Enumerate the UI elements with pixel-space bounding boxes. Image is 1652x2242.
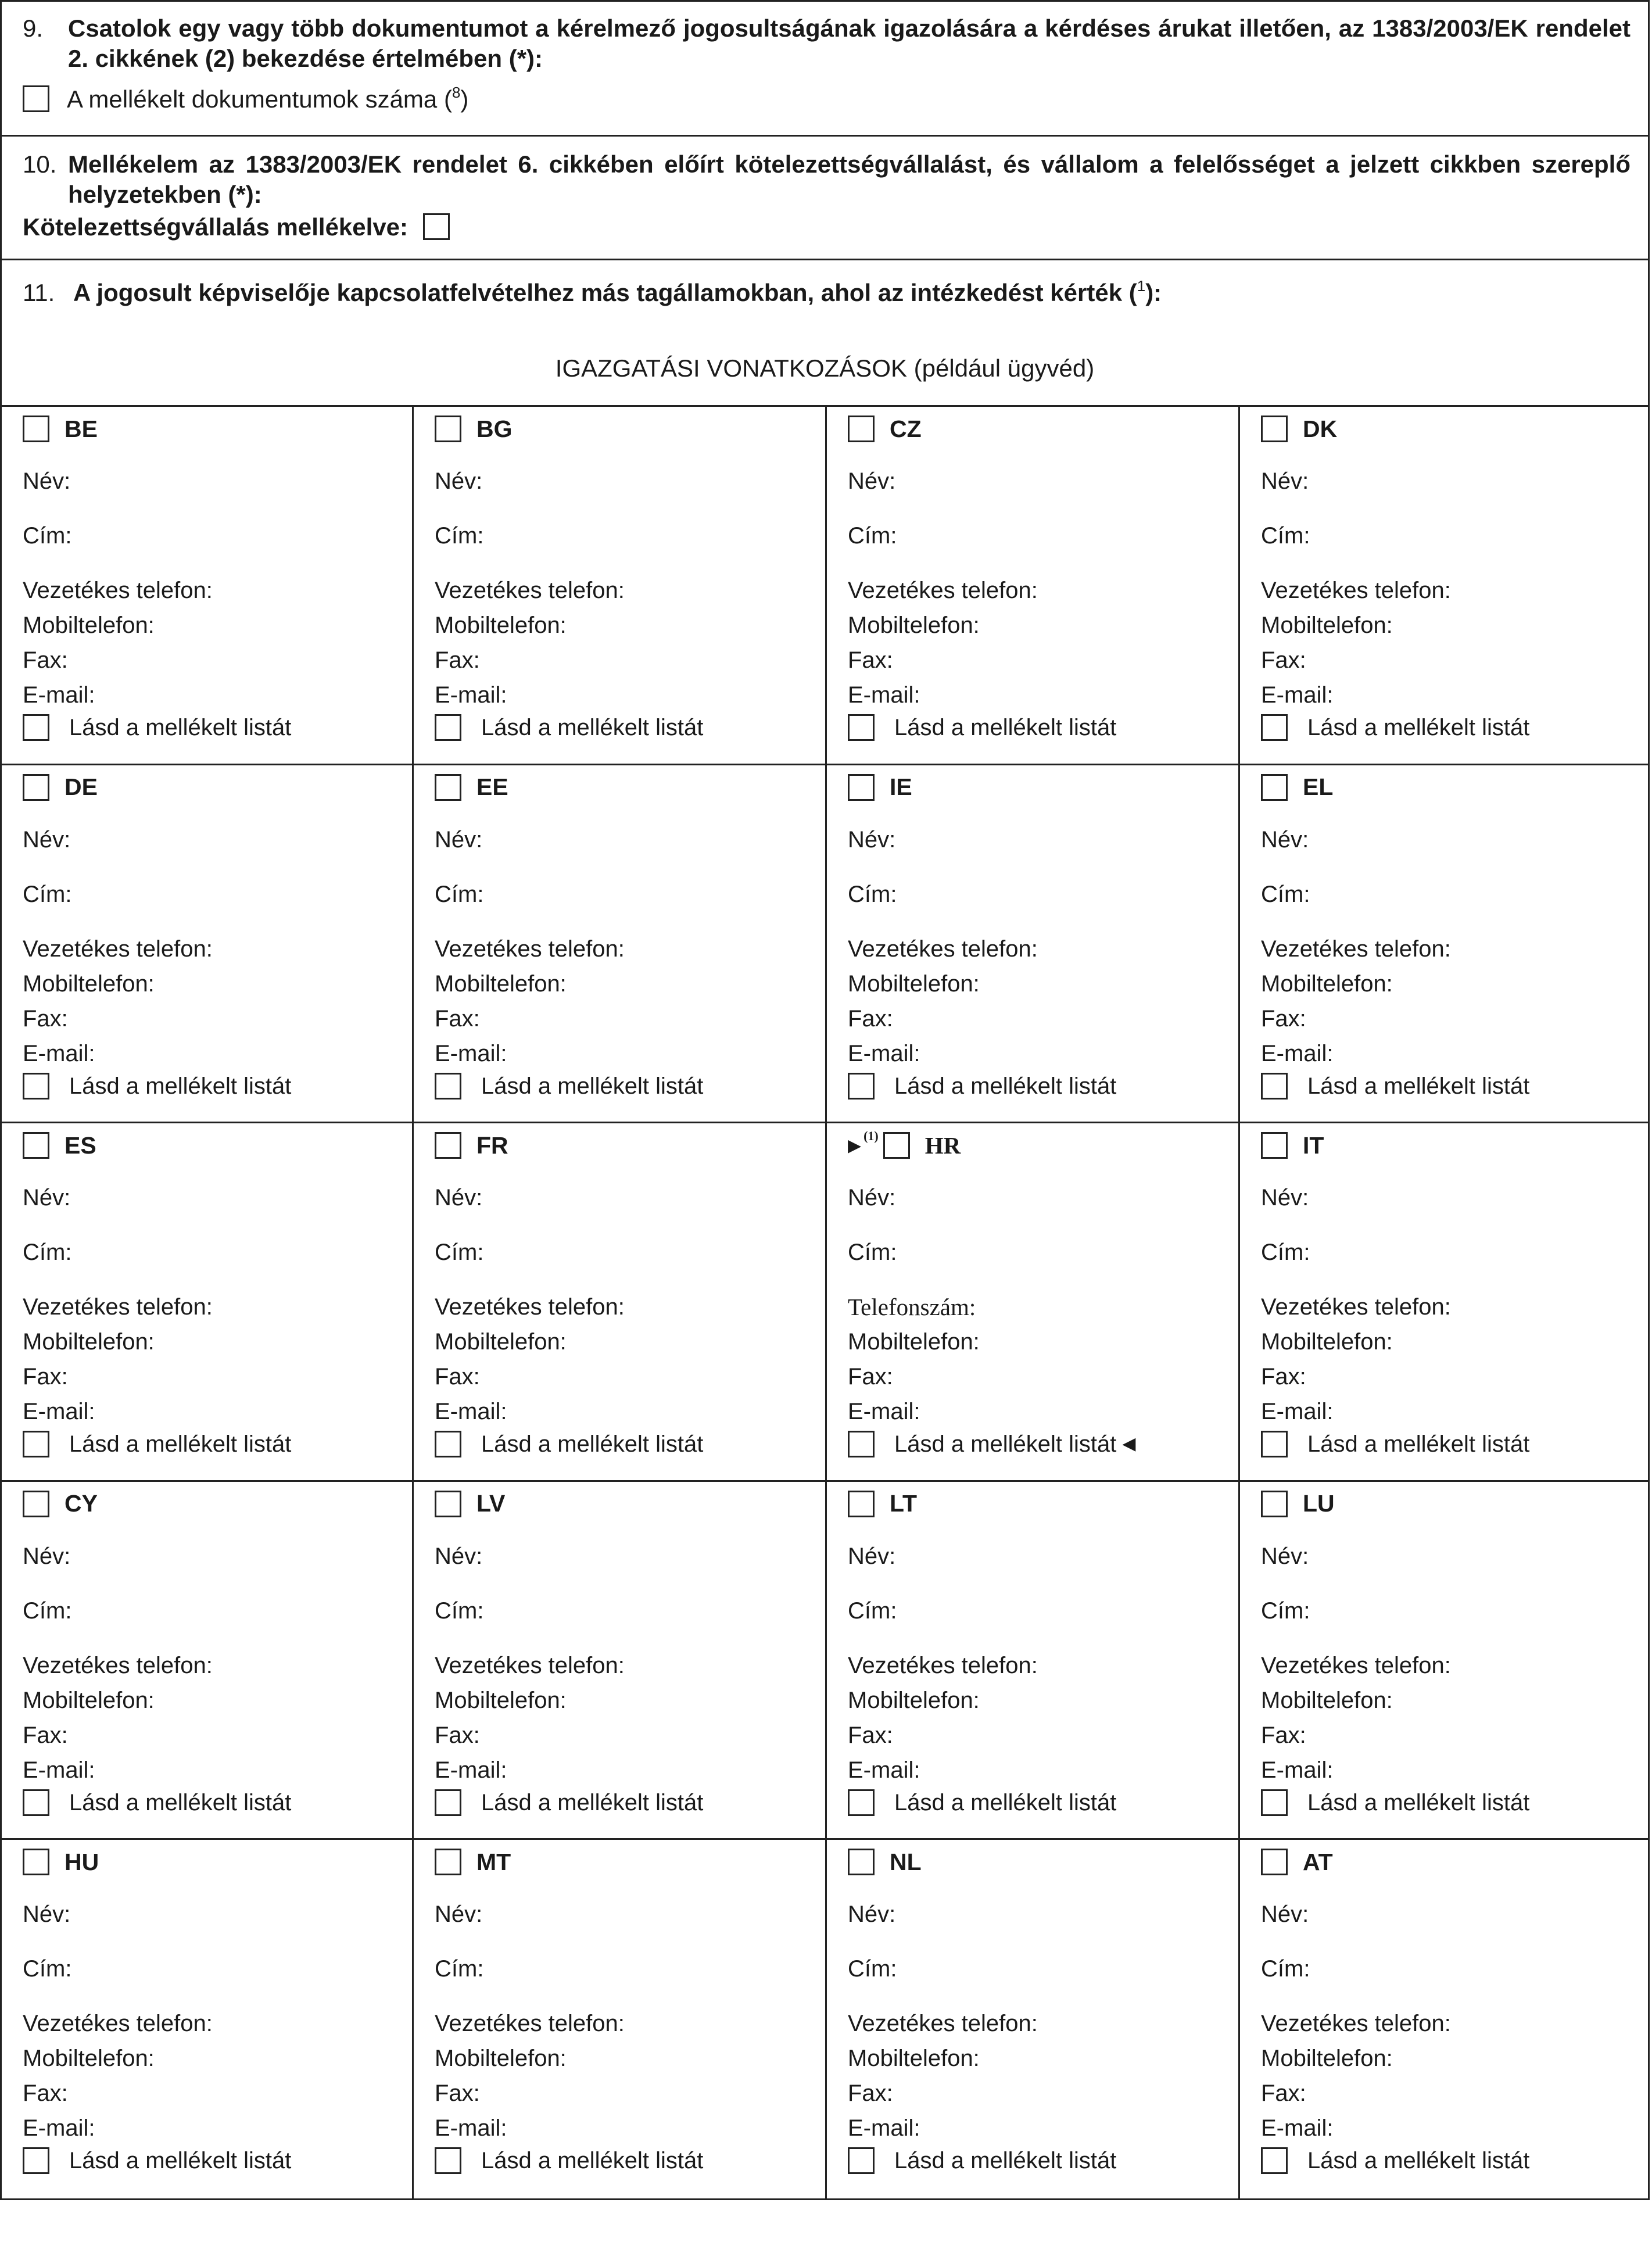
see-list-label: Lásd a mellékelt listát	[481, 1073, 704, 1099]
landline-label: Vezetékes telefon:	[1261, 1652, 1451, 1678]
see-list-checkbox[interactable]	[848, 1431, 875, 1457]
subheading: IGAZGATÁSI VONATKOZÁSOK (például ügyvéd)	[555, 354, 1095, 382]
see-list-checkbox[interactable]	[848, 1073, 875, 1099]
see-list-label: Lásd a mellékelt listát	[481, 2148, 704, 2174]
country-cell	[1240, 1123, 1648, 1482]
see-list-line	[23, 1430, 291, 1458]
email-label: E-mail:	[23, 682, 95, 708]
country-header	[435, 414, 513, 444]
country-checkbox[interactable]	[1261, 416, 1288, 442]
see-list-checkbox[interactable]	[1261, 1431, 1288, 1457]
marker-note: (1)	[863, 1129, 879, 1144]
address-label: Cím:	[1261, 1956, 1310, 1982]
mobile-label: Mobiltelefon:	[435, 613, 567, 638]
mobile-label: Mobiltelefon:	[23, 1687, 155, 1713]
name-label: Név:	[23, 826, 71, 853]
fax-label: Fax:	[435, 647, 480, 673]
address-label: Cím:	[23, 1956, 72, 1982]
country-header	[1261, 1847, 1333, 1877]
name-label: Név:	[23, 468, 71, 494]
country-header	[23, 1489, 98, 1519]
country-code: LV	[476, 1490, 506, 1517]
section-11-heading-row	[23, 278, 1162, 308]
mobile-label: Mobiltelefon:	[23, 970, 155, 997]
address-label: Cím:	[1261, 1598, 1310, 1624]
country-header	[1261, 414, 1337, 444]
country-checkbox[interactable]	[848, 1849, 875, 1875]
section-11	[2, 260, 1648, 407]
heading-end: ):	[1145, 279, 1162, 306]
see-list-line	[435, 1430, 703, 1458]
see-list-checkbox[interactable]	[1261, 1073, 1288, 1099]
landline-label: Vezetékes telefon:	[848, 578, 1038, 603]
see-list-line	[435, 1789, 703, 1817]
name-label: Név:	[1261, 1185, 1309, 1211]
country-cell	[2, 407, 414, 765]
country-header	[848, 772, 912, 803]
fax-label: Fax:	[848, 2080, 893, 2107]
country-code: NL	[890, 1848, 922, 1875]
country-cell	[2, 765, 414, 1124]
country-checkbox[interactable]	[1261, 1132, 1288, 1159]
country-checkbox[interactable]	[1261, 1849, 1288, 1875]
section-number: 10.	[23, 151, 57, 178]
address-label: Cím:	[848, 881, 897, 907]
mobile-label: Mobiltelefon:	[435, 1329, 567, 1355]
see-list-line	[1261, 2147, 1529, 2175]
country-code: BG	[476, 415, 513, 442]
country-header	[848, 1130, 961, 1161]
see-list-label: Lásd a mellékelt listát	[894, 715, 1117, 740]
see-list-line	[848, 1430, 1135, 1458]
name-label: Név:	[23, 1185, 71, 1211]
email-label: E-mail:	[435, 2115, 507, 2141]
footnote-ref: 8	[451, 84, 461, 101]
section-heading: A jogosult képviselője kapcsolatfelvételhez más tagállamokban, ahol az intézkedést kérték (	[73, 279, 1137, 306]
country-header	[23, 1847, 99, 1877]
country-code: IT	[1303, 1131, 1324, 1159]
address-label: Cím:	[23, 881, 72, 907]
country-code: FR	[476, 1131, 508, 1159]
fax-label: Fax:	[23, 1364, 68, 1390]
name-label: Név:	[435, 468, 483, 494]
see-list-checkbox[interactable]	[1261, 1789, 1288, 1816]
label-end: )	[460, 85, 469, 113]
country-checkbox[interactable]	[435, 774, 461, 801]
section-10	[2, 137, 1648, 260]
mobile-label: Mobiltelefon:	[1261, 970, 1393, 997]
address-label: Cím:	[848, 523, 897, 549]
see-list-label: Lásd a mellékelt listát	[894, 2148, 1117, 2174]
landline-label: Vezetékes telefon:	[1261, 2011, 1451, 2037]
see-list-line	[1261, 1072, 1529, 1100]
mobile-label: Mobiltelefon:	[23, 613, 155, 638]
see-list-checkbox[interactable]	[435, 714, 461, 741]
fax-label: Fax:	[1261, 1722, 1306, 1748]
address-label: Cím:	[848, 1240, 897, 1266]
fax-label: Fax:	[435, 1364, 480, 1390]
landline-label: Vezetékes telefon:	[1261, 578, 1451, 603]
country-cell	[2, 1482, 414, 1840]
country-code: LT	[890, 1490, 918, 1517]
country-header	[23, 1130, 96, 1161]
address-label: Cím:	[23, 523, 72, 549]
country-checkbox[interactable]	[848, 1491, 875, 1517]
country-code: DE	[64, 773, 98, 801]
see-list-checkbox[interactable]	[435, 1789, 461, 1816]
country-code: HR	[924, 1132, 961, 1159]
email-label: E-mail:	[848, 1757, 920, 1783]
country-checkbox[interactable]	[23, 1132, 49, 1159]
country-cell	[827, 1482, 1240, 1840]
see-list-label: Lásd a mellékelt listát	[69, 1789, 292, 1815]
address-label: Cím:	[848, 1956, 897, 1982]
insert-marker-end: ◀	[1122, 1434, 1136, 1454]
name-label: Név:	[848, 1543, 896, 1569]
fax-label: Fax:	[1261, 1005, 1306, 1032]
mobile-label: Mobiltelefon:	[435, 1687, 567, 1713]
address-label: Cím:	[23, 1598, 72, 1624]
landline-label: Vezetékes telefon:	[435, 2011, 625, 2037]
see-list-line	[23, 1072, 291, 1100]
country-cell	[414, 765, 827, 1124]
mobile-label: Mobiltelefon:	[848, 970, 980, 997]
name-label: Név:	[23, 1543, 71, 1569]
email-label: E-mail:	[435, 682, 507, 708]
landline-label: Vezetékes telefon:	[1261, 1294, 1451, 1320]
name-label: Név:	[1261, 1901, 1309, 1928]
country-code: LU	[1303, 1490, 1335, 1517]
address-label: Cím:	[435, 1598, 484, 1624]
country-code: MT	[476, 1848, 511, 1875]
see-list-label: Lásd a mellékelt listát	[69, 2148, 292, 2174]
insert-marker-start: ▶	[848, 1136, 862, 1155]
country-cell	[827, 765, 1240, 1124]
landline-label: Vezetékes telefon:	[1261, 936, 1451, 962]
country-header	[23, 414, 98, 444]
country-code: CY	[64, 1490, 98, 1517]
country-checkbox[interactable]	[1261, 1491, 1288, 1517]
country-checkbox[interactable]	[23, 1849, 49, 1875]
country-header	[1261, 1489, 1335, 1519]
mobile-label: Mobiltelefon:	[23, 1329, 155, 1355]
name-label: Név:	[1261, 468, 1309, 494]
documents-attached-checkbox[interactable]	[23, 85, 49, 112]
see-list-checkbox[interactable]	[23, 1073, 49, 1099]
member-state-grid	[2, 407, 1648, 2198]
country-checkbox[interactable]	[23, 416, 49, 442]
see-list-label: Lásd a mellékelt listát	[894, 1431, 1117, 1457]
see-list-line	[435, 714, 703, 742]
undertaking-line	[23, 212, 467, 242]
undertaking-label: Kötelezettségvállalás mellékelve:	[23, 213, 408, 241]
email-label: E-mail:	[848, 2115, 920, 2141]
name-label: Név:	[435, 1185, 483, 1211]
country-cell	[414, 1482, 827, 1840]
country-cell	[414, 1840, 827, 2198]
landline-label: Vezetékes telefon:	[435, 936, 625, 962]
documents-count-label: A mellékelt dokumentumok száma (	[67, 85, 452, 113]
address-label: Cím:	[1261, 881, 1310, 907]
see-list-label: Lásd a mellékelt listát	[894, 1789, 1117, 1815]
see-list-checkbox[interactable]	[23, 714, 49, 741]
fax-label: Fax:	[1261, 1364, 1306, 1390]
country-checkbox[interactable]	[435, 416, 461, 442]
landline-label: Vezetékes telefon:	[435, 578, 625, 603]
email-label: E-mail:	[1261, 1757, 1334, 1783]
section-9	[2, 2, 1648, 137]
name-label: Név:	[848, 1901, 896, 1928]
address-label: Cím:	[435, 523, 484, 549]
country-cell	[827, 1840, 1240, 2198]
country-header	[23, 772, 98, 803]
country-header	[435, 1130, 508, 1161]
see-list-line	[848, 1072, 1116, 1100]
name-label: Név:	[23, 1901, 71, 1928]
country-code: DK	[1303, 415, 1338, 442]
country-header	[848, 1489, 917, 1519]
see-list-line	[23, 714, 291, 742]
see-list-checkbox[interactable]	[23, 1789, 49, 1816]
name-label: Név:	[1261, 826, 1309, 853]
country-checkbox[interactable]	[848, 416, 875, 442]
section-number: 11.	[23, 279, 55, 306]
section-number: 9.	[23, 15, 44, 42]
see-list-checkbox[interactable]	[1261, 2147, 1288, 2174]
email-label: E-mail:	[848, 1040, 920, 1066]
see-list-line	[1261, 714, 1529, 742]
see-list-label: Lásd a mellékelt listát	[69, 715, 292, 740]
see-list-line	[848, 714, 1116, 742]
email-label: E-mail:	[23, 1040, 95, 1066]
email-label: E-mail:	[1261, 1040, 1334, 1066]
see-list-label: Lásd a mellékelt listát	[1307, 715, 1530, 740]
see-list-label: Lásd a mellékelt listát	[1307, 1789, 1530, 1815]
see-list-line	[23, 1789, 291, 1817]
landline-label: Vezetékes telefon:	[23, 578, 213, 603]
see-list-line	[1261, 1789, 1529, 1817]
see-list-label: Lásd a mellékelt listát	[481, 1431, 704, 1457]
email-label: E-mail:	[435, 1757, 507, 1783]
country-code: EL	[1303, 773, 1334, 801]
fax-label: Fax:	[848, 1364, 893, 1390]
landline-label: Vezetékes telefon:	[23, 1294, 213, 1320]
email-label: E-mail:	[1261, 682, 1334, 708]
see-list-label: Lásd a mellékelt listát	[481, 1789, 704, 1815]
see-list-checkbox[interactable]	[1261, 714, 1288, 741]
name-label: Név:	[435, 1543, 483, 1569]
fax-label: Fax:	[23, 2080, 68, 2107]
see-list-label: Lásd a mellékelt listát	[69, 1073, 292, 1099]
name-label: Név:	[1261, 1543, 1309, 1569]
country-header	[435, 772, 508, 803]
country-cell	[2, 1123, 414, 1482]
mobile-label: Mobiltelefon:	[1261, 1687, 1393, 1713]
see-list-label: Lásd a mellékelt listát	[1307, 2148, 1530, 2174]
address-label: Cím:	[435, 1956, 484, 1982]
fax-label: Fax:	[435, 1722, 480, 1748]
mobile-label: Mobiltelefon:	[435, 2046, 567, 2072]
name-label: Név:	[435, 1901, 483, 1928]
mobile-label: Mobiltelefon:	[1261, 613, 1393, 638]
country-header	[1261, 772, 1333, 803]
country-cell	[1240, 765, 1648, 1124]
country-checkbox[interactable]	[1261, 774, 1288, 801]
country-code: BE	[64, 415, 98, 442]
country-code: AT	[1303, 1848, 1333, 1875]
landline-label: Vezetékes telefon:	[435, 1652, 625, 1678]
email-label: E-mail:	[23, 2115, 95, 2141]
landline-label: Vezetékes telefon:	[435, 1294, 625, 1320]
country-header	[848, 414, 922, 444]
landline-label: Vezetékes telefon:	[848, 936, 1038, 962]
see-list-checkbox[interactable]	[435, 2147, 461, 2174]
email-label: E-mail:	[435, 1399, 507, 1425]
country-checkbox[interactable]	[435, 1132, 461, 1159]
landline-label: Telefonszám:	[848, 1294, 976, 1321]
see-list-checkbox[interactable]	[435, 1431, 461, 1457]
country-code: IE	[890, 773, 912, 801]
name-label: Név:	[435, 826, 483, 853]
see-list-line	[23, 2147, 291, 2175]
see-list-line	[1261, 1430, 1529, 1458]
see-list-checkbox[interactable]	[23, 1431, 49, 1457]
country-header	[848, 1847, 922, 1877]
country-checkbox[interactable]	[883, 1132, 910, 1159]
country-code: HU	[64, 1848, 99, 1875]
footnote-ref: 1	[1137, 277, 1146, 295]
mobile-label: Mobiltelefon:	[1261, 2046, 1393, 2072]
fax-label: Fax:	[848, 1005, 893, 1032]
country-checkbox[interactable]	[23, 774, 49, 801]
fax-label: Fax:	[1261, 647, 1306, 673]
country-cell	[1240, 1840, 1648, 2198]
email-label: E-mail:	[23, 1757, 95, 1783]
country-cell	[414, 407, 827, 765]
address-label: Cím:	[848, 1598, 897, 1624]
see-list-checkbox[interactable]	[23, 2147, 49, 2174]
see-list-checkbox[interactable]	[848, 2147, 875, 2174]
see-list-line	[848, 1789, 1116, 1817]
country-header	[435, 1847, 511, 1877]
country-code: EE	[476, 773, 508, 801]
see-list-checkbox[interactable]	[848, 714, 875, 741]
mobile-label: Mobiltelefon:	[1261, 1329, 1393, 1355]
country-cell	[2, 1840, 414, 2198]
fax-label: Fax:	[848, 647, 893, 673]
country-cell	[1240, 1482, 1648, 1840]
country-cell	[827, 407, 1240, 765]
email-label: E-mail:	[23, 1399, 95, 1425]
mobile-label: Mobiltelefon:	[848, 1329, 980, 1355]
email-label: E-mail:	[848, 682, 920, 708]
country-checkbox[interactable]	[23, 1491, 49, 1517]
country-checkbox[interactable]	[435, 1491, 461, 1517]
email-label: E-mail:	[435, 1040, 507, 1066]
landline-label: Vezetékes telefon:	[848, 2011, 1038, 2037]
mobile-label: Mobiltelefon:	[23, 2046, 155, 2072]
fax-label: Fax:	[23, 1005, 68, 1032]
see-list-label: Lásd a mellékelt listát	[894, 1073, 1117, 1099]
landline-label: Vezetékes telefon:	[23, 1652, 213, 1678]
see-list-checkbox[interactable]	[848, 1789, 875, 1816]
fax-label: Fax:	[848, 1722, 893, 1748]
name-label: Név:	[848, 468, 896, 494]
see-list-line	[848, 2147, 1116, 2175]
address-label: Cím:	[1261, 523, 1310, 549]
see-list-label: Lásd a mellékelt listát	[69, 1431, 292, 1457]
country-header	[435, 1489, 505, 1519]
email-label: E-mail:	[1261, 2115, 1334, 2141]
see-list-label: Lásd a mellékelt listát	[1307, 1431, 1530, 1457]
see-list-line	[435, 1072, 703, 1100]
mobile-label: Mobiltelefon:	[848, 2046, 980, 2072]
mobile-label: Mobiltelefon:	[848, 1687, 980, 1713]
see-list-label: Lásd a mellékelt listát	[1307, 1073, 1530, 1099]
mobile-label: Mobiltelefon:	[435, 970, 567, 997]
address-label: Cím:	[23, 1240, 72, 1266]
section-heading: Csatolok egy vagy több dokumentumot a kérelmező jogosultságának igazolására a kérdéses árukat illetően, az 1383/2003/EK rendelet 2. cikkének (2) bekezdése értelmében (*):	[68, 15, 1631, 72]
fax-label: Fax:	[1261, 2080, 1306, 2107]
address-label: Cím:	[435, 1240, 484, 1266]
see-list-label: Lásd a mellékelt listát	[481, 715, 704, 740]
fax-label: Fax:	[23, 1722, 68, 1748]
address-label: Cím:	[435, 881, 484, 907]
fax-label: Fax:	[435, 1005, 480, 1032]
email-label: E-mail:	[1261, 1399, 1334, 1425]
landline-label: Vezetékes telefon:	[848, 1652, 1038, 1678]
fax-label: Fax:	[435, 2080, 480, 2107]
country-code: ES	[64, 1131, 96, 1159]
mobile-label: Mobiltelefon:	[848, 613, 980, 638]
documents-count-line	[23, 84, 468, 114]
see-list-line	[435, 2147, 703, 2175]
landline-label: Vezetékes telefon:	[23, 936, 213, 962]
see-list-checkbox[interactable]	[435, 1073, 461, 1099]
name-label: Név:	[848, 1185, 896, 1211]
country-cell	[827, 1123, 1240, 1482]
country-header	[1261, 1130, 1324, 1161]
address-label: Cím:	[1261, 1240, 1310, 1266]
name-label: Név:	[848, 826, 896, 853]
country-cell	[414, 1123, 827, 1482]
undertaking-checkbox[interactable]	[423, 213, 450, 240]
country-code: CZ	[890, 415, 922, 442]
landline-label: Vezetékes telefon:	[23, 2011, 213, 2037]
country-cell	[1240, 407, 1648, 765]
section-heading: Mellékelem az 1383/2003/EK rendelet 6. cikkében előírt kötelezettségvállalást, és vállalom a felelősséget a jelzett cikkben szereplő helyzetekben (*):	[68, 151, 1631, 208]
fax-label: Fax:	[23, 647, 68, 673]
email-label: E-mail:	[848, 1399, 920, 1425]
country-checkbox[interactable]	[848, 774, 875, 801]
country-checkbox[interactable]	[435, 1849, 461, 1875]
